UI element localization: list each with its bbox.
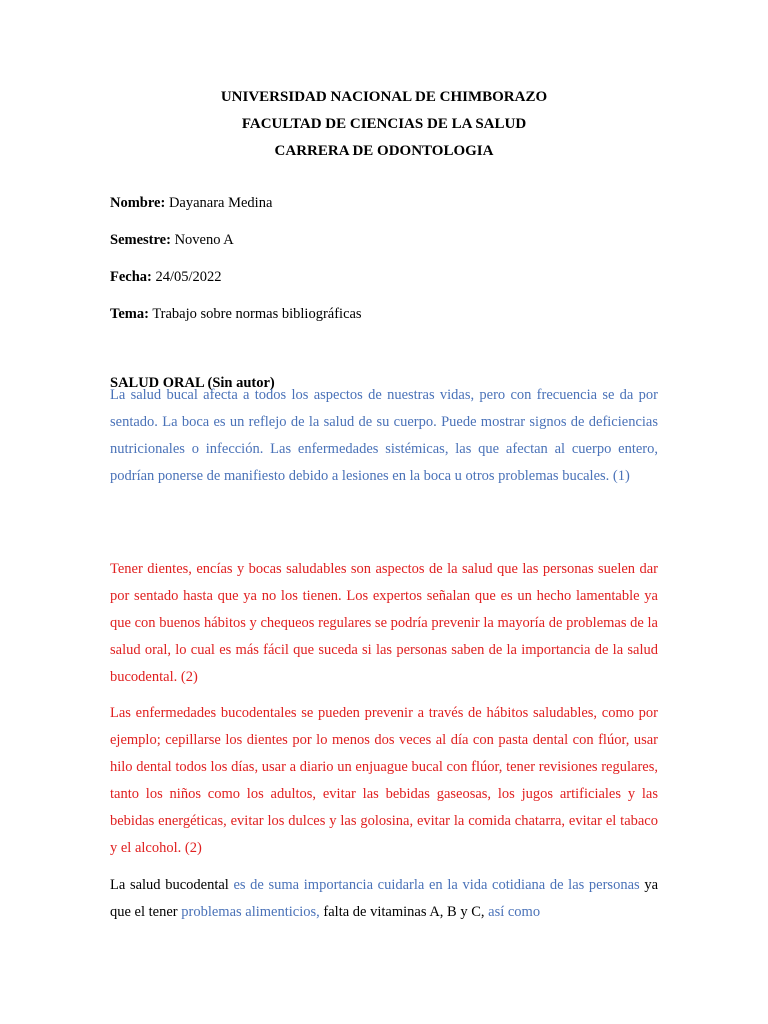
student-info — [110, 192, 362, 340]
paragraph-4 — [110, 872, 658, 926]
paragraph-4-part: ya que el tener — [110, 877, 659, 920]
faculty-name: FACULTAD DE CIENCIAS DE LA SALUD — [241, 116, 527, 132]
topic-value: Trabajo sobre normas bibliográficas — [152, 306, 362, 322]
paragraph-1: La salud bucal afecta a todos los aspectos de nuestras vidas, pero con frecuencia se da por sentado. La boca es un reflejo de la salud de su cuerpo. Puede mostrar signos de deficiencias nutricionales o infección. Las enfermedades sistémicas, las que afectan al cuerpo entero, podrían ponerse de manifiesto debido a lesiones en la boca u otros problemas bucales. (1) — [110, 387, 658, 484]
semester-row — [110, 229, 362, 266]
paragraph-4-part: La salud bucodental — [110, 877, 234, 893]
section-title: SALUD ORAL (Sin autor) — [110, 375, 275, 391]
topic-label: Tema: — [110, 306, 149, 322]
paragraph-4-part: falta de vitaminas A, B y C, — [319, 904, 489, 920]
semester-label: Semestre: — [110, 232, 171, 248]
name-value: Dayanara Medina — [168, 195, 273, 211]
career-name: CARRERA DE ODONTOLOGIA — [274, 143, 494, 159]
name-row — [110, 192, 362, 229]
date-label: Fecha: — [110, 269, 152, 285]
date-value: 24/05/2022 — [155, 269, 222, 285]
paragraph-4-part: problemas alimenticios, — [181, 904, 320, 920]
paragraph-3: Las enfermedades bucodentales se pueden prevenir a través de hábitos saludables, como por ejemplo; cepillarse los dientes por lo menos dos veces al día con pasta dental con flúor, usar hilo dental todos los días, usar a diario un enjuague bucal con flúor, tener revisiones regulares, tanto los niños como los adultos, evitar las bebidas gaseosas, los jugos artificiales y las bebidas energéticas, evitar los dulces y las golosina, evitar la comida chatarra, evitar el tabaco y el alcohol. (2) — [110, 705, 658, 856]
date-row — [110, 266, 362, 303]
university-name: UNIVERSIDAD NACIONAL DE CHIMBORAZO — [220, 89, 548, 105]
paragraph-2: Tener dientes, encías y bocas saludables son aspectos de la salud que las personas suelen dar por sentado hasta que ya no los tienen. Los expertos señalan que es un hecho lamentable ya que con buenos hábitos y chequeos regulares se podría prevenir la mayoría de problemas de la salud oral, lo cual es más fácil que suceda si las personas saben de la importancia de la salud bucodental. (2) — [110, 561, 658, 685]
semester-value: Noveno A — [174, 232, 234, 248]
name-label: Nombre: — [110, 195, 166, 211]
document-header — [0, 84, 768, 165]
paragraph-4-part: es de suma importancia cuidarla en la vida cotidiana de las personas — [233, 877, 640, 893]
paragraph-4-part: así como — [488, 904, 541, 920]
topic-row — [110, 303, 362, 340]
